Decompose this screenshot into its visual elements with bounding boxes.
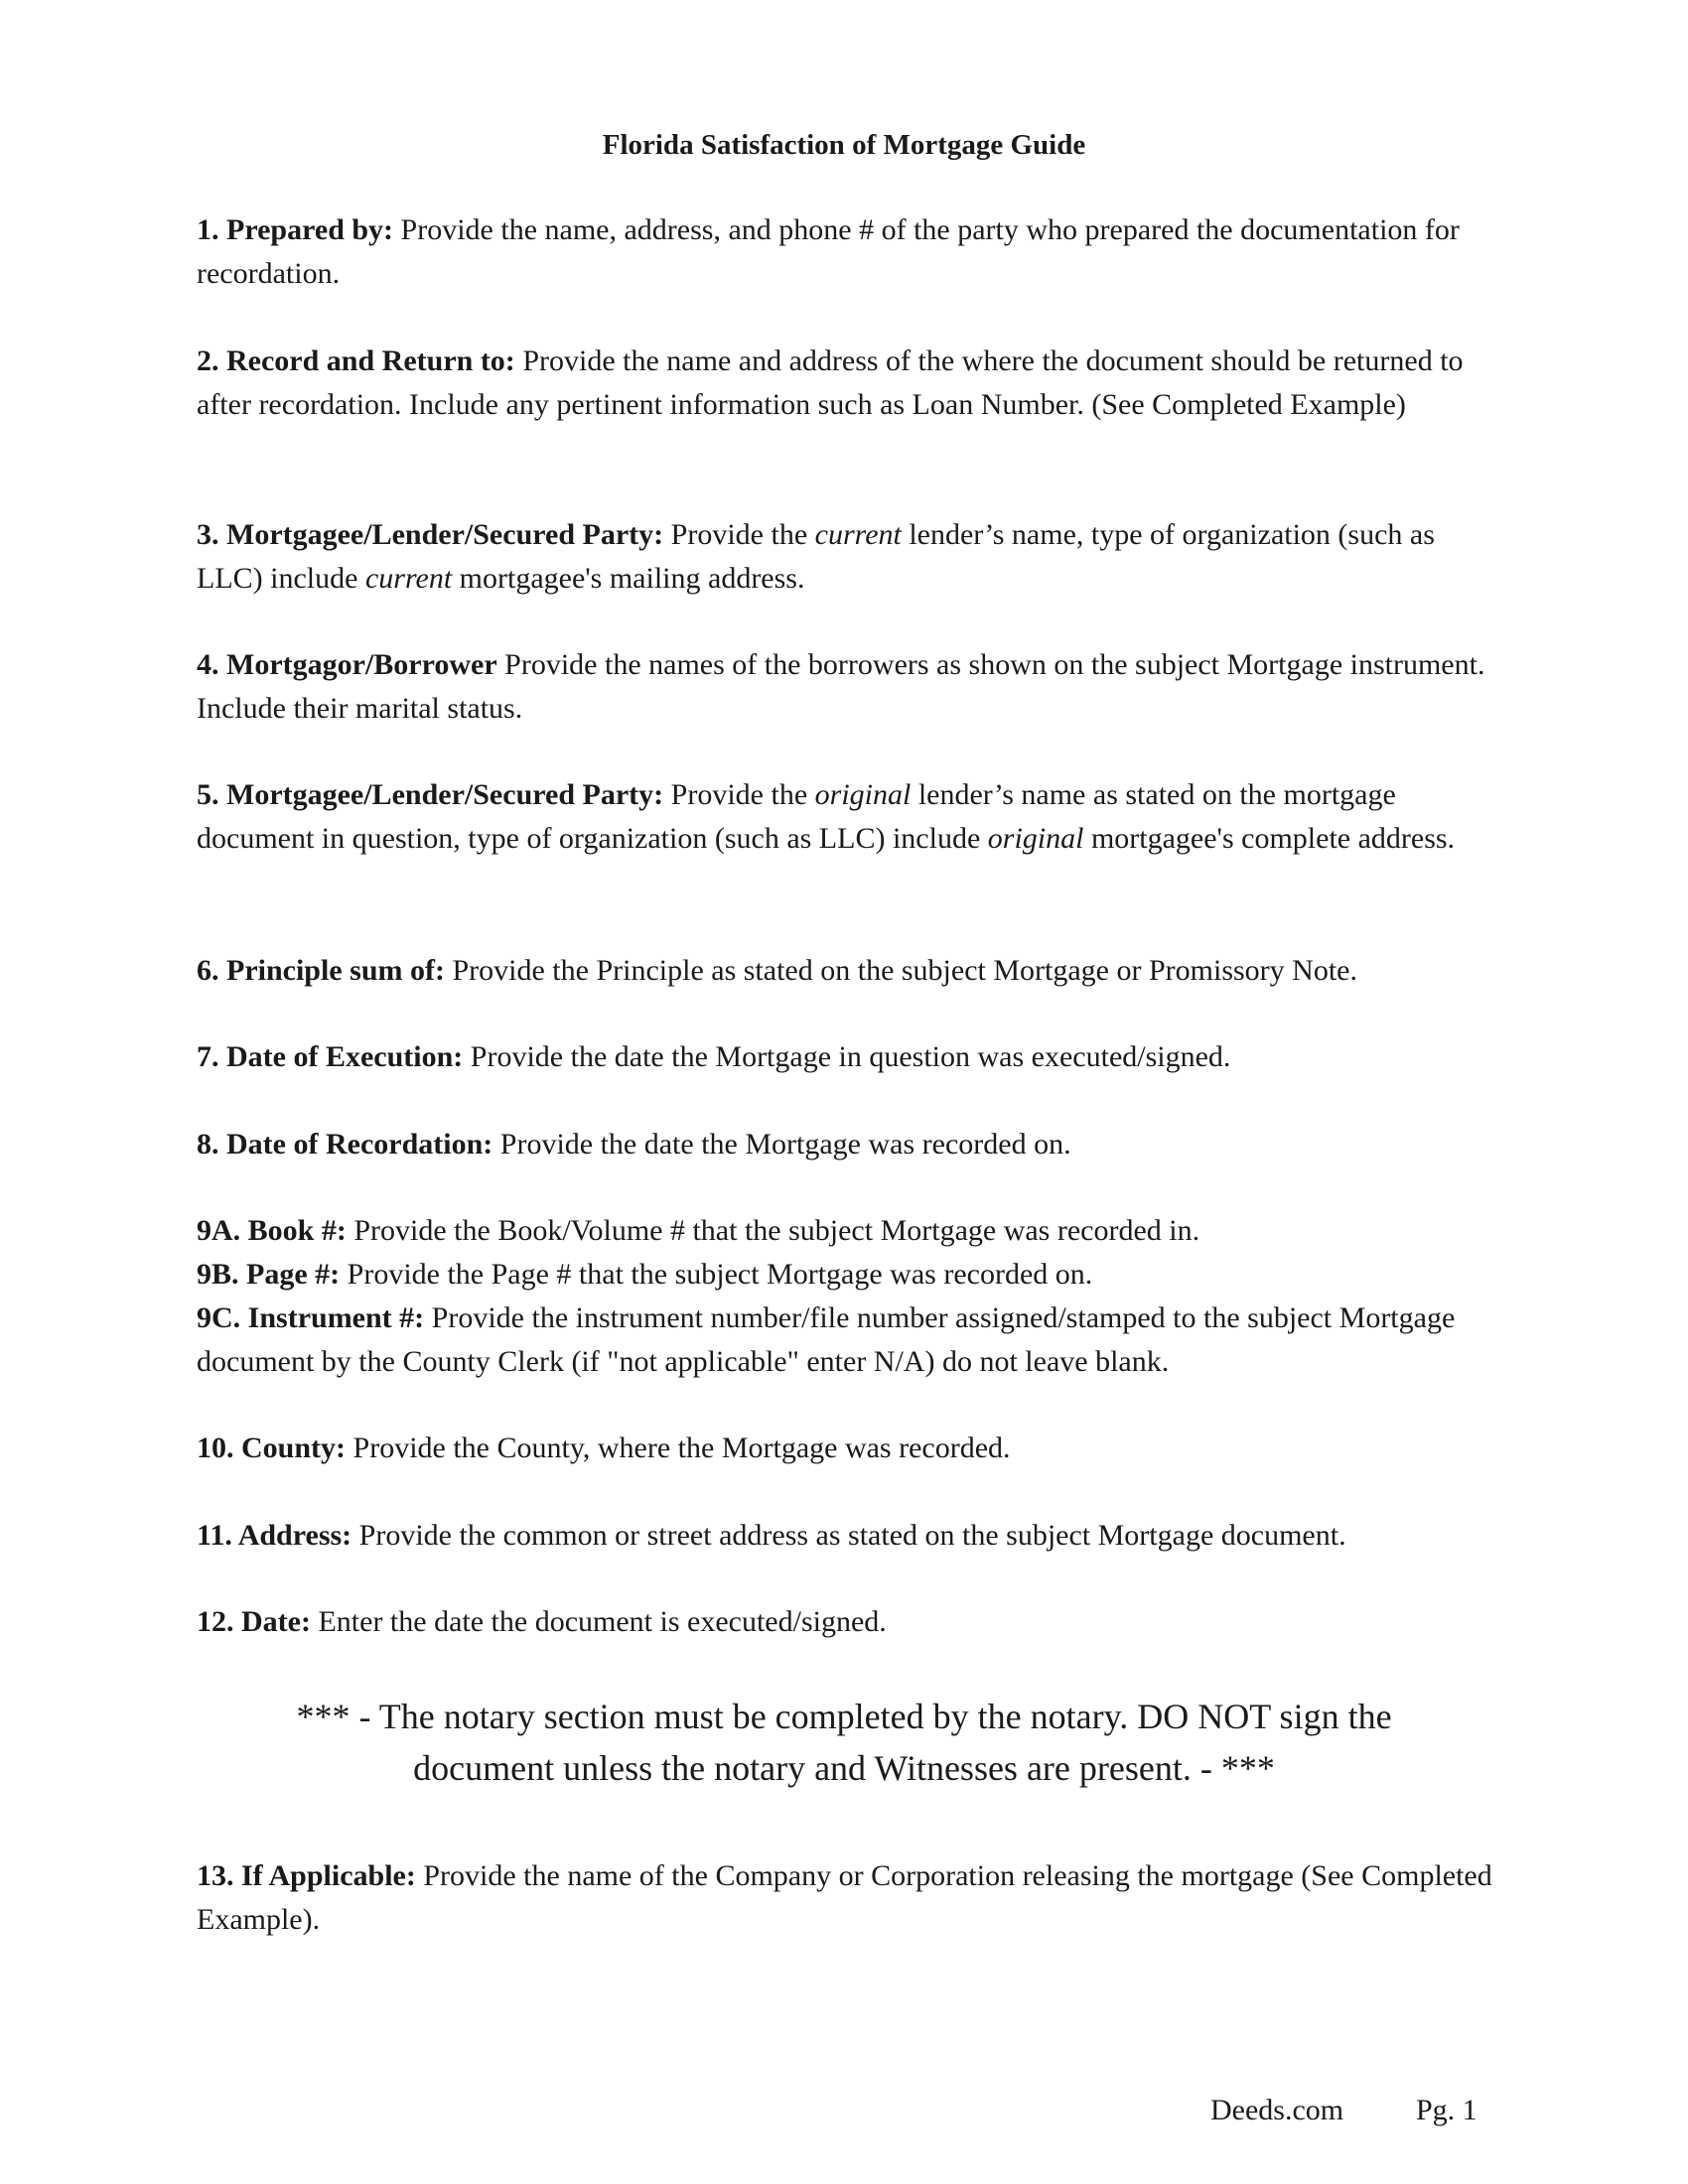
item-label: 10. County:	[197, 1432, 347, 1464]
item-text: Provide the name of the Company or Corporation releasing the mortgage (See Completed Example).	[197, 1859, 1492, 1936]
item-text: Provide the Principle as stated on the subject Mortgage or Promissory Note.	[444, 954, 1357, 987]
item-text: Provide the	[663, 778, 815, 811]
item-text: Provide the instrument number/file number assigned/stamped to the subject Mortgage document by the County Clerk (if "not applicable" enter N/A) do not leave blank.	[197, 1301, 1456, 1378]
item-text: mortgagee's complete address.	[1083, 822, 1456, 855]
item-text: Provide the names of the borrowers as shown on the subject Mortgage instrument. Include their marital status.	[197, 648, 1485, 725]
item-date	[197, 1600, 1497, 1644]
item-instrument-number	[197, 1297, 1497, 1384]
item-label: 9A. Book #:	[197, 1214, 347, 1247]
item-record-and-return	[197, 340, 1497, 427]
item-address	[197, 1514, 1497, 1558]
item-text: Provide the name and address of the where the document should be returned to after recordation. Include any pertinent information such as Loan Number. (See Completed Example)	[197, 344, 1464, 421]
item-text: Provide the Book/Volume # that the subject Mortgage was recorded in.	[346, 1214, 1200, 1247]
item-emphasis: current	[364, 562, 453, 595]
item-current-mortgagee	[197, 513, 1497, 601]
item-text: Provide the	[663, 518, 815, 551]
notary-notice-line: document unless the notary and Witnesses are present. - ***	[413, 1748, 1275, 1788]
footer-page-number: Pg. 1	[1416, 2094, 1477, 2126]
item-text: Provide the County, where the Mortgage was recorded.	[346, 1432, 1011, 1464]
item-text: Provide the common or street address as stated on the subject Mortgage document.	[352, 1519, 1346, 1552]
item-text: Provide the date the Mortgage in question was executed/signed.	[463, 1040, 1231, 1073]
document-title: Florida Satisfaction of Mortgage Guide	[602, 129, 1086, 161]
item-label: 11. Address:	[197, 1519, 352, 1552]
item-text: Provide the Page # that the subject Mortgage was recorded on.	[340, 1258, 1093, 1291]
item-mortgagor-borrower	[197, 643, 1497, 731]
item-if-applicable	[197, 1854, 1497, 1942]
item-county	[197, 1427, 1497, 1470]
item-label: 8. Date of Recordation:	[197, 1128, 493, 1160]
footer-brand: Deeds.com	[1210, 2094, 1344, 2126]
item-label: 5. Mortgagee/Lender/Secured Party:	[197, 778, 664, 811]
notary-notice	[218, 1691, 1470, 1794]
item-label: 1. Prepared by:	[197, 213, 394, 246]
notary-notice-line: *** - The notary section must be completed by the notary. DO NOT sign the	[296, 1697, 1392, 1736]
item-original-mortgagee	[197, 773, 1497, 861]
item-label: 9B. Page #:	[197, 1258, 341, 1291]
item-label: 3. Mortgagee/Lender/Secured Party:	[197, 518, 664, 551]
item-label: 12. Date:	[197, 1605, 311, 1638]
item-emphasis: original	[987, 822, 1084, 855]
item-text: Enter the date the document is executed/signed.	[310, 1605, 887, 1638]
item-date-of-execution	[197, 1035, 1497, 1079]
item-book-number	[197, 1209, 1497, 1253]
item-prepared-by	[197, 208, 1497, 296]
item-date-of-recordation	[197, 1123, 1497, 1166]
item-text: Provide the name, address, and phone # of the party who prepared the documentation for recordation.	[197, 213, 1460, 290]
item-text: lender’s name, type of organization (such as LLC) include	[197, 518, 1435, 595]
item-text: Provide the date the Mortgage was recorded on.	[492, 1128, 1071, 1160]
item-page-number	[197, 1253, 1497, 1297]
item-text: mortgagee's mailing address.	[452, 562, 805, 595]
item-principle-sum	[197, 949, 1497, 993]
item-label: 7. Date of Execution:	[197, 1040, 464, 1073]
item-emphasis: current	[814, 518, 902, 551]
item-label: 2. Record and Return to:	[197, 344, 515, 377]
item-emphasis: original	[814, 778, 912, 811]
item-text: lender’s name as stated on the mortgage document in question, type of organization (such as LLC) include	[197, 778, 1396, 855]
item-label: 9C. Instrument #:	[197, 1301, 425, 1334]
item-label: 4. Mortgagor/Borrower	[197, 648, 497, 681]
item-label: 13. If Applicable:	[197, 1859, 416, 1892]
item-label: 6. Principle sum of:	[197, 954, 445, 987]
